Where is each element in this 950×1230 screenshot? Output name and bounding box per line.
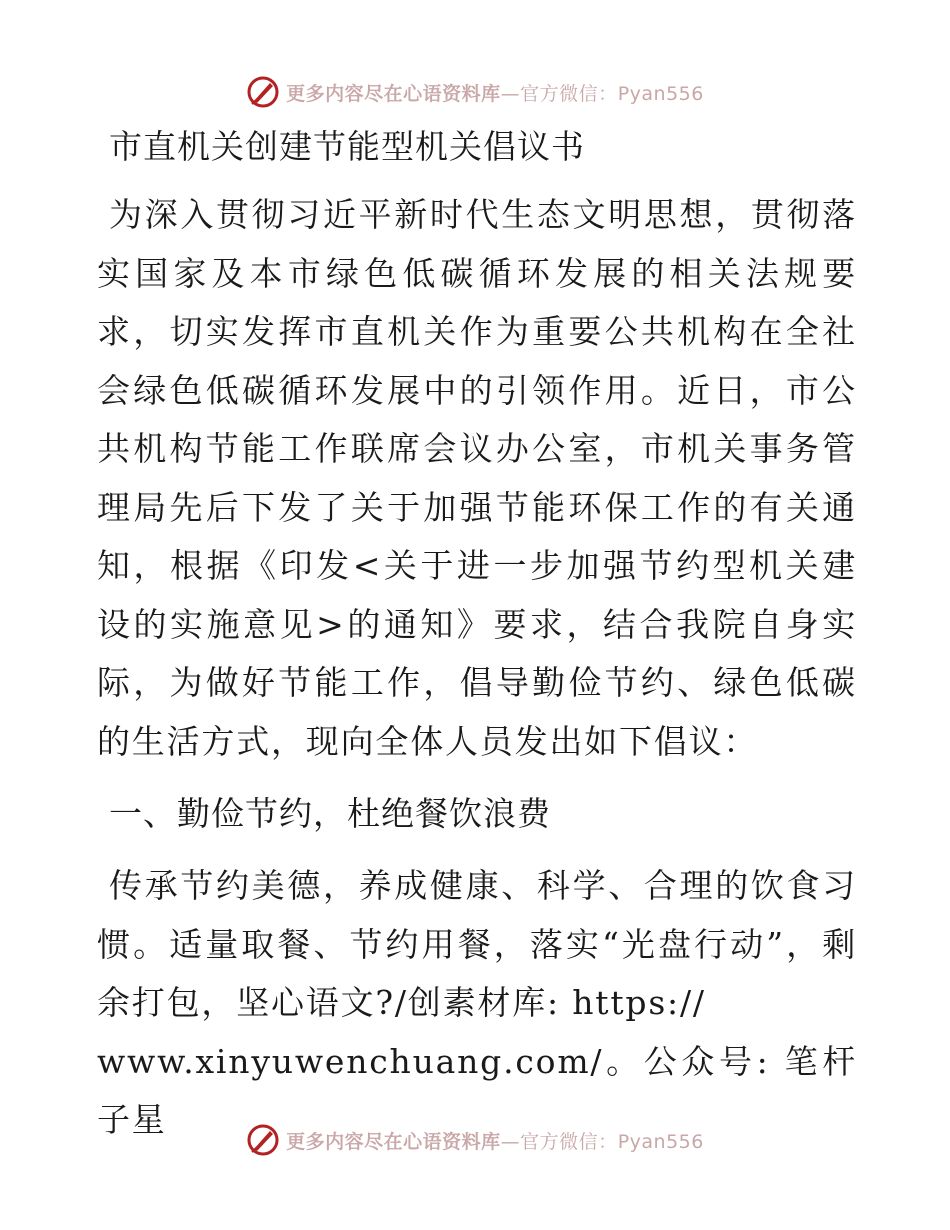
section-1-url-line: www.xinyuwenchuang.com/。公众号: 笔杆子星 [97,1041,857,1139]
watermark-text [286,1127,704,1154]
watermark-wechat-label: —官方微信： [500,1130,618,1153]
watermark-wechat-id: Pyan556 [617,82,704,105]
document-title: 市直机关创建节能型机关倡议书 [109,127,585,166]
quill-logo-icon [246,75,280,109]
watermark-site: 更多内容尽在心语资料库 [286,1130,501,1153]
section-1-text: 传承节约美德，养成健康、科学、合理的饮食习惯。适量取餐、节约用餐，落实“光盘行动”，剩余打包，坚心语文?/创素材库: https:// [97,866,857,1022]
watermark-wechat-id: Pyan556 [617,1130,704,1153]
watermark-inner [246,75,704,109]
document-body [97,122,857,1150]
section-1-paragraph [97,857,857,1150]
watermark-inner [246,1123,704,1157]
watermark-banner-bottom [0,1120,950,1160]
section-1-heading: 一、勤俭节约，杜绝餐饮浪费 [109,794,551,833]
watermark-wechat-label: —官方微信： [500,82,618,105]
intro-paragraph: 为深入贯彻习近平新时代生态文明思想，贯彻落实国家及本市绿色低碳循环发展的相关法规要求，切实发挥市直机关作为重要公共机构在全社会绿色低碳循环发展中的引领作用。近日，市公共机构节能工作联席会议办公室，市机关事务管理局先后下发了关于加强节能环保工作的有关通知，根据《印发<关于进一步加强节约型机关建设的实施意见>的通知》要求，结合我院自身实际，为做好节能工作，倡导勤俭节约、绿色低碳的生活方式，现向全体人员发出如下倡议： [97,195,857,761]
watermark-site: 更多内容尽在心语资料库 [286,82,501,105]
watermark-banner-top [0,72,950,112]
quill-logo-icon [246,1123,280,1157]
watermark-text [286,79,704,106]
